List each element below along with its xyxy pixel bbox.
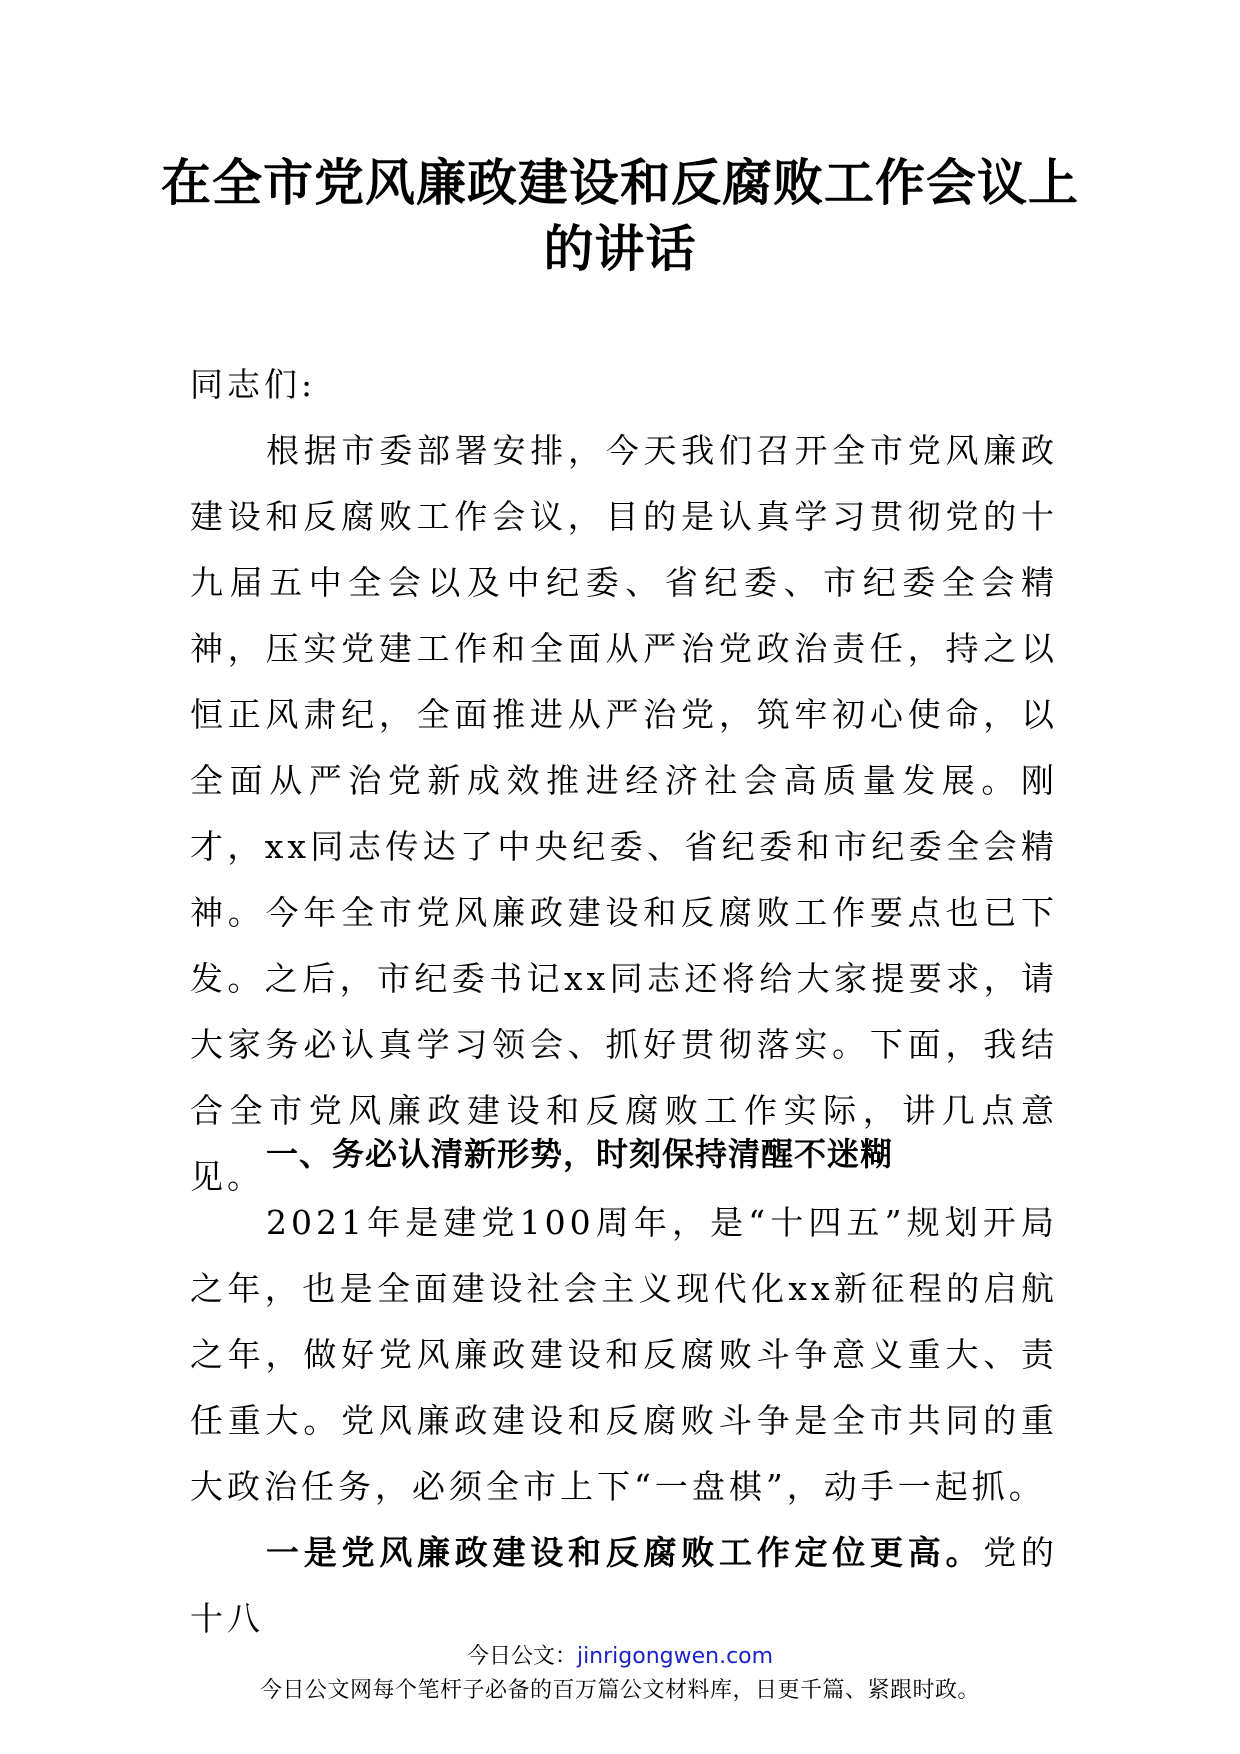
salutation: 同志们: <box>190 365 317 404</box>
footer-site-label: 今日公文： <box>466 1644 577 1669</box>
section-heading-1: 一、务必认清新形势，时刻保持清醒不迷糊 <box>266 1135 894 1173</box>
point-1-bold-lead: 一是党风廉政建设和反腐败工作定位更高。 <box>266 1533 984 1572</box>
footer-site-line <box>0 1640 1240 1674</box>
title-line-1: 在全市党风廉政建设和反腐败工作会议上 <box>161 154 1079 212</box>
section-1-paragraph: 2021年是建党100周年，是“十四五”规划开局之年，也是全面建设社会主义现代化xx新征程的启航之年，做好党风廉政建设和反腐败斗争意义重大、责任重大。党风廉政建设和反腐败斗争是全市共同的重大政治任务，必须全市上下“一盘棋”，动手一起抓。 <box>190 1203 1058 1506</box>
footer <box>0 1640 1240 1708</box>
intro-paragraph: 根据市委部署安排，今天我们召开全市党风廉政建设和反腐败工作会议，目的是认真学习贯彻党的十九届五中全会以及中纪委、省纪委、市纪委全会精神，压实党建工作和全面从严治党政治责任，持之以恒正风肃纪，全面推进从严治党，筑牢初心使命，以全面从严治党新成效推进经济社会高质量发展。刚才，xx同志传达了中央纪委、省纪委和市纪委全会精神。今年全市党风廉政建设和反腐败工作要点也已下发。之后，市纪委书记xx同志还将给大家提要求，请大家务必认真学习领会、抓好贯彻落实。下面，我结合全市党风廉政建设和反腐败工作实际，讲几点意见。 <box>190 431 1058 1196</box>
title-line-2: 的讲话 <box>543 220 697 278</box>
footer-site-link[interactable]: jinrigongwen.com <box>576 1644 774 1669</box>
footer-slogan: 今日公文网每个笔杆子必备的百万篇公文材料库，日更千篇、紧跟时政。 <box>259 1678 980 1703</box>
point-1-paragraph <box>190 1520 1058 1652</box>
page-title <box>150 150 1090 282</box>
point-1-text: 党的十八 <box>190 1533 1058 1638</box>
